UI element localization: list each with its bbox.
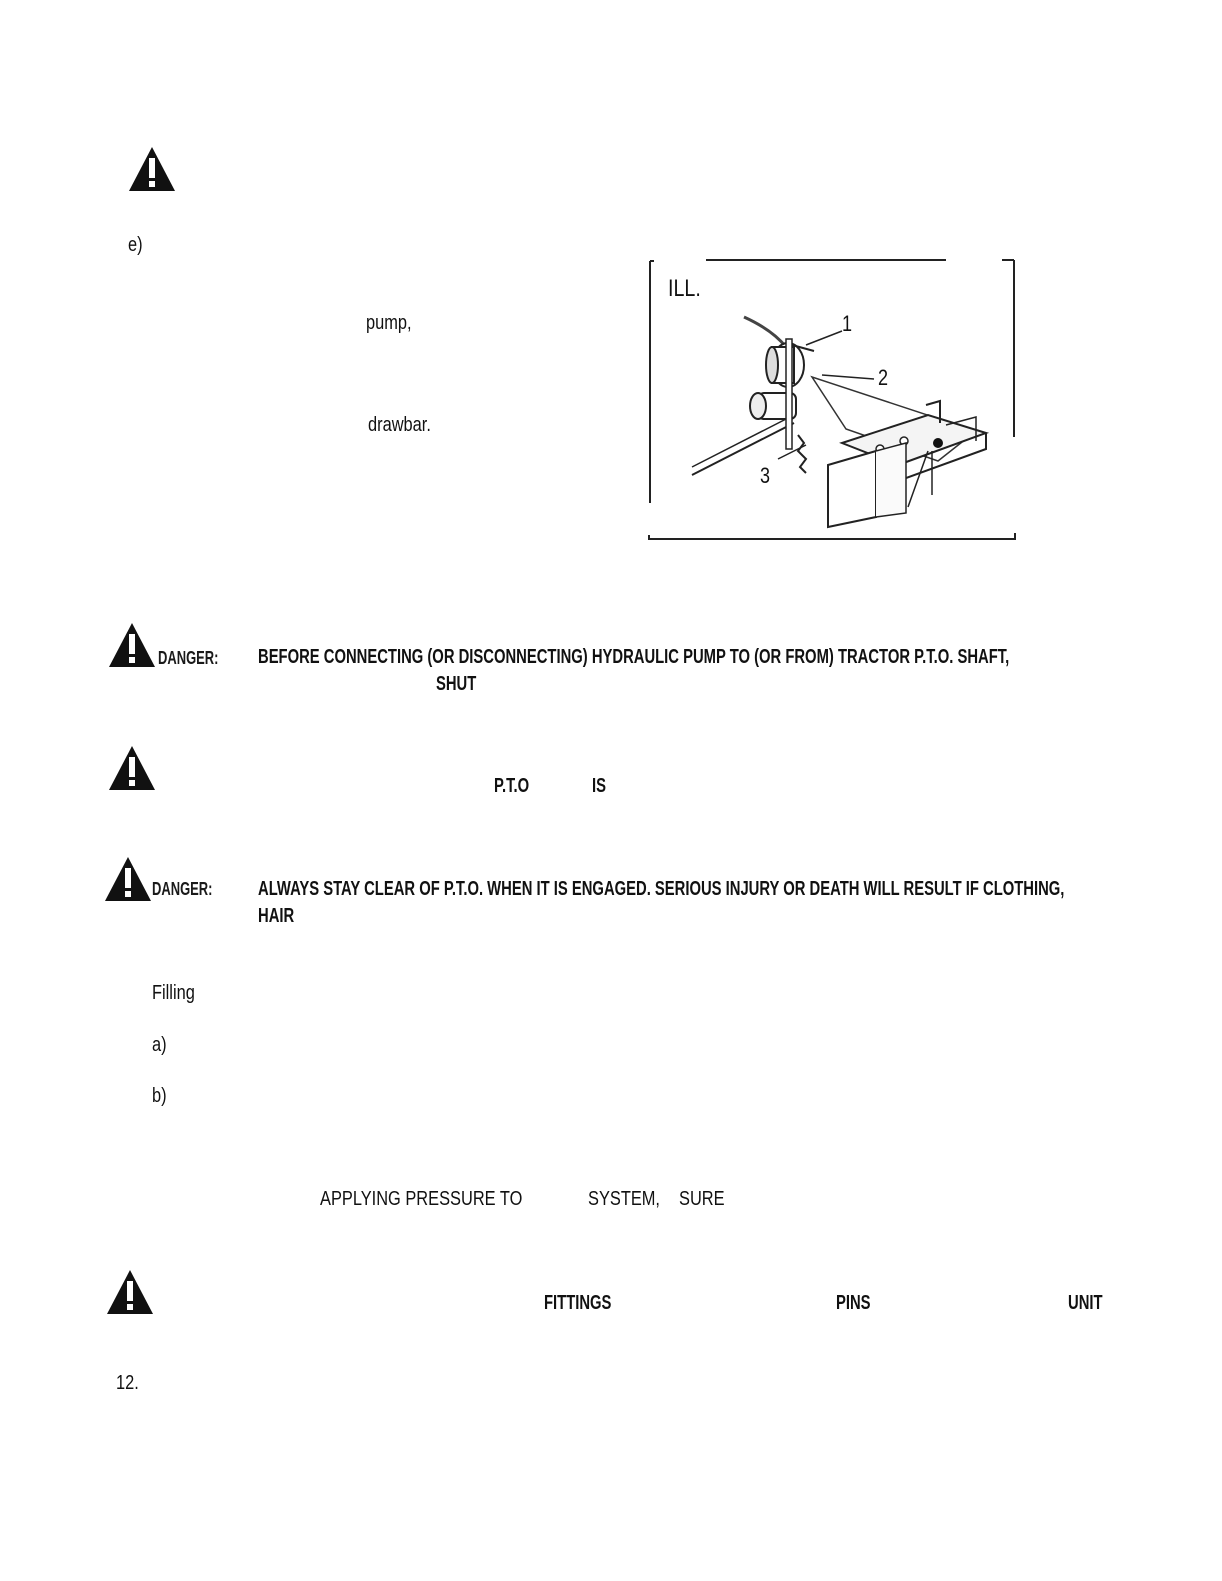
danger-triangle-icon <box>104 856 152 902</box>
pressure-text-2: SYSTEM, <box>588 1188 660 1210</box>
warning-triangle-icon <box>108 745 156 791</box>
filling-step-a: a) <box>152 1034 167 1056</box>
pressure-text-1: APPLYING PRESSURE TO <box>320 1188 523 1210</box>
word-pump: pump, <box>366 312 412 334</box>
filling-step-b: b) <box>152 1085 167 1107</box>
word-fittings: FITTINGS <box>544 1292 612 1314</box>
danger-label: DANGER: <box>152 879 213 899</box>
step-e-label: e) <box>128 234 143 256</box>
danger-1-line-1: BEFORE CONNECTING (OR DISCONNECTING) HYDRAULIC PUMP TO (OR FROM) TRACTOR P.T.O. SHAFT, <box>258 646 1010 668</box>
callout-3: 3 <box>760 463 771 488</box>
danger-triangle-icon <box>108 622 156 668</box>
danger-3-line-1: ALWAYS STAY CLEAR OF P.T.O. WHEN IT IS ENGAGED. SERIOUS INJURY OR DEATH WILL RESULT IF CLOTHING, <box>258 878 1065 900</box>
illustration-heading: ILL. <box>668 275 701 302</box>
warning-triangle-icon <box>128 146 176 192</box>
word-unit: UNIT <box>1068 1292 1103 1314</box>
word-pins: PINS <box>836 1292 871 1314</box>
word-drawbar: drawbar. <box>368 414 431 436</box>
callout-2: 2 <box>878 365 889 390</box>
section-number: 12. <box>116 1372 139 1394</box>
pump-hitch-illustration <box>646 255 1018 545</box>
pressure-text-3: SURE <box>679 1188 725 1210</box>
filling-heading: Filling <box>152 982 195 1004</box>
danger-3-line-2: HAIR <box>258 905 295 927</box>
danger-label: DANGER: <box>158 648 219 668</box>
word-pto: P.T.O <box>494 775 530 797</box>
danger-1-line-2: SHUT <box>436 673 477 695</box>
callout-1: 1 <box>842 311 853 336</box>
warning-triangle-icon <box>106 1269 154 1315</box>
word-is: IS <box>592 775 606 797</box>
